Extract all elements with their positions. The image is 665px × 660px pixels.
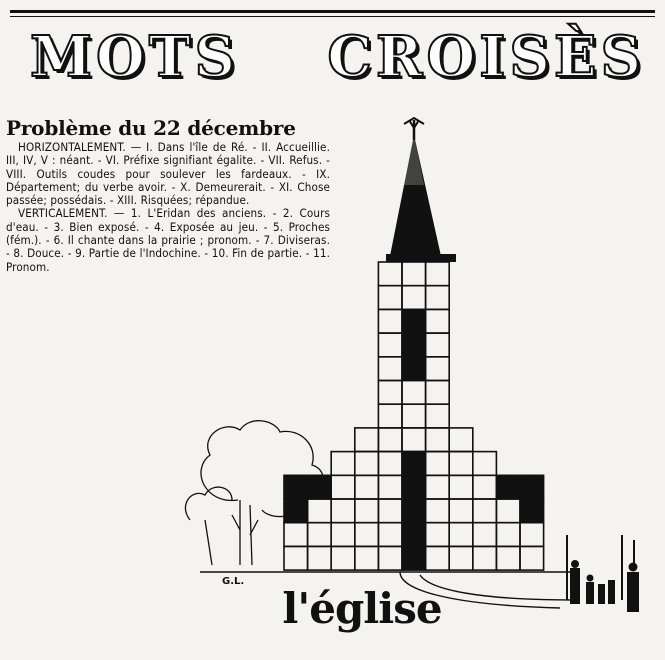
banner-word-croises: CROISÈS: [327, 24, 645, 90]
grid-cell: [355, 523, 379, 547]
problem-title: Problème du 22 décembre: [6, 116, 296, 140]
grid-cell-black: [402, 333, 426, 357]
grid-cell: [449, 452, 473, 476]
grid-cell: [378, 357, 402, 381]
grid-cell: [449, 475, 473, 499]
grid-cell: [331, 475, 355, 499]
vertical-clues: VERTICALEMENT. — 1. L'Eridan des anciens. - 2. Cours d'eau. - 3. Bien exposé. - 4. Exposée au jeu. - 5. Proches (fém.). - 6. Il chante dans la prairie ; pronom. - 7. Diviseras. - 8. Douce. - 9. Partie de l'Indochine. - 10. Fin de partie. - 11. Pronom.: [6, 206, 330, 274]
grid-cell: [402, 404, 426, 428]
grid-cell: [426, 499, 450, 523]
grid-cell: [449, 546, 473, 570]
grid-cell-black: [520, 475, 544, 499]
grid-cell: [378, 333, 402, 357]
grid-cell: [378, 309, 402, 333]
grid-cell-black: [496, 475, 520, 499]
grid-cell: [355, 546, 379, 570]
grid-cell: [308, 523, 332, 547]
grid-cell-black: [402, 452, 426, 476]
grid-cell: [426, 523, 450, 547]
grid-cell-black: [402, 357, 426, 381]
grid-cell: [426, 333, 450, 357]
grid-cell: [402, 262, 426, 286]
grid-cell: [496, 523, 520, 547]
grid-cell: [426, 309, 450, 333]
grid-cell: [426, 475, 450, 499]
grid-cell: [378, 404, 402, 428]
grid-cell: [520, 546, 544, 570]
grid-cell: [449, 523, 473, 547]
grid-cell-black: [402, 475, 426, 499]
grid-cell-black: [402, 523, 426, 547]
grid-cell: [496, 546, 520, 570]
grid-cell: [426, 286, 450, 310]
grid-cell: [473, 499, 497, 523]
grid-cell: [284, 546, 308, 570]
procession-figures-icon: [567, 535, 639, 612]
grid-cell: [284, 523, 308, 547]
grid-cell: [426, 452, 450, 476]
grid-cell: [378, 428, 402, 452]
grid-cell: [496, 499, 520, 523]
grid-cell: [426, 357, 450, 381]
grid-cell: [449, 499, 473, 523]
grid-cell: [402, 428, 426, 452]
grid-cell: [355, 475, 379, 499]
grid-cell-black: [520, 499, 544, 523]
grid-cell: [378, 475, 402, 499]
crossword-grid: [284, 262, 544, 570]
horizontal-clues: HORIZONTALEMENT. — I. Dans l'île de Ré. - II. Accueillie. III, IV, V : néant. - VI. Préfixe signifiant égalite. - VII. Refus. - VIII. Outils coudes pour soulever les fardeaux. - IX. Département; du verbe avoir. - X. Demeurerait. - XI. Chose passée; possédais. - XIII. Risquées; répandue.: [6, 140, 330, 208]
grid-cell: [378, 452, 402, 476]
grid-cell-black: [402, 309, 426, 333]
grid-cell: [331, 546, 355, 570]
grid-cell: [331, 499, 355, 523]
artist-signature: G.L.: [222, 576, 245, 587]
grid-cell: [520, 523, 544, 547]
grid-cell: [378, 381, 402, 405]
grid-cell: [378, 546, 402, 570]
grid-cell: [426, 428, 450, 452]
grid-cell: [426, 262, 450, 286]
grid-cell: [473, 475, 497, 499]
grid-cell: [355, 428, 379, 452]
grid-cell: [473, 546, 497, 570]
illustration-caption: l'église: [282, 584, 442, 633]
grid-cell-black: [284, 475, 308, 499]
grid-cell: [449, 428, 473, 452]
grid-cell: [402, 286, 426, 310]
grid-cell: [378, 523, 402, 547]
grid-cell-black: [402, 546, 426, 570]
grid-cell-black: [308, 475, 332, 499]
grid-cell: [331, 523, 355, 547]
grid-cell: [426, 404, 450, 428]
grid-cell: [378, 286, 402, 310]
grid-cell: [378, 262, 402, 286]
banner-word-mots: MOTS: [30, 24, 239, 90]
grid-cell: [426, 381, 450, 405]
grid-cell: [426, 546, 450, 570]
grid-cell: [308, 546, 332, 570]
grid-cell: [355, 499, 379, 523]
grid-cell: [402, 381, 426, 405]
grid-cell: [308, 499, 332, 523]
grid-cell-black: [402, 499, 426, 523]
grid-cell: [473, 523, 497, 547]
grid-cell: [355, 452, 379, 476]
grid-cell: [378, 499, 402, 523]
